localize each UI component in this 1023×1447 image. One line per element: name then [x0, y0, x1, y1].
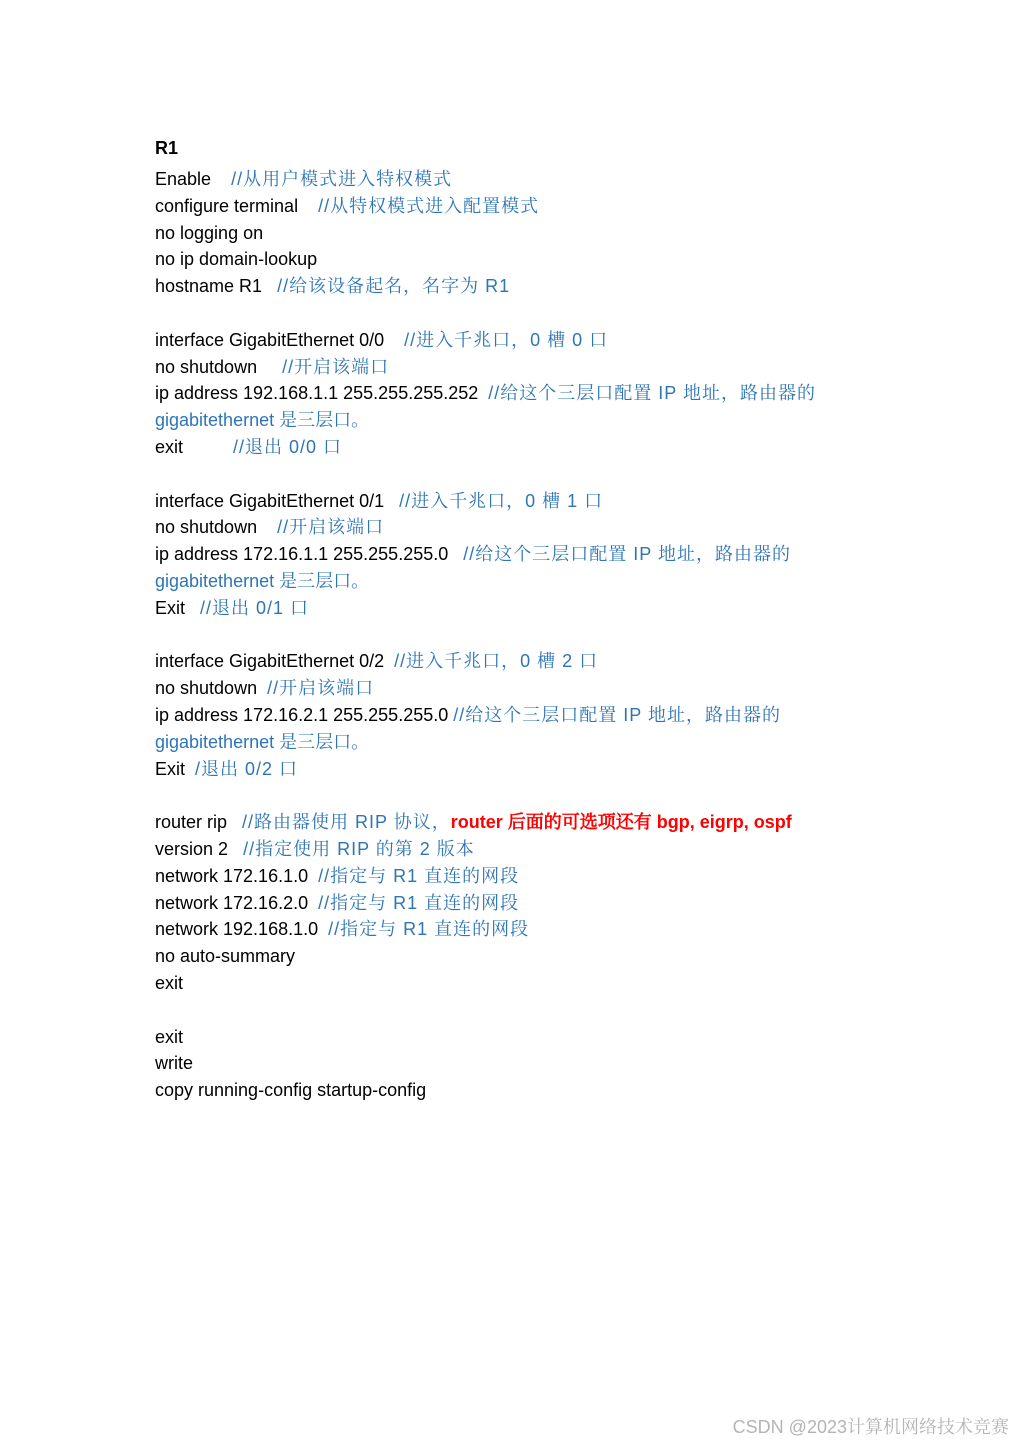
- spacing: [298, 196, 318, 216]
- comment-text: //退出 0/1 口: [200, 597, 310, 618]
- comment-text: //给这个三层口配置 IP 地址，路由器的: [453, 704, 781, 725]
- command-text: ip address 172.16.2.1 255.255.255.0: [155, 704, 449, 725]
- config-line: [155, 514, 875, 541]
- config-line: [155, 595, 875, 622]
- spacing: [227, 812, 242, 832]
- comment-text: //给该设备起名，名字为 R1: [277, 276, 511, 297]
- config-line: [155, 541, 875, 568]
- config-lines: [155, 166, 875, 1104]
- command-text: ip address 192.168.1.1 255.255.255.252: [155, 383, 479, 404]
- command-text: configure terminal: [155, 195, 299, 216]
- spacing: [183, 437, 233, 457]
- command-text: no shutdown: [155, 517, 258, 538]
- command-text: hostname R1: [155, 276, 263, 297]
- config-line: [155, 1024, 875, 1051]
- comment-text: //指定与 R1 直连的网段: [318, 865, 520, 886]
- blank-line: [155, 461, 875, 488]
- config-line: [155, 407, 875, 434]
- config-line: [155, 702, 875, 729]
- command-text: no shutdown: [155, 678, 258, 699]
- command-text: write: [155, 1053, 194, 1074]
- spacing: [318, 919, 328, 939]
- comment-text: //开启该端口: [277, 517, 385, 538]
- blank-line: [155, 622, 875, 649]
- comment-text: gigabitethernet 是三层口。: [155, 731, 370, 752]
- spacing: [308, 893, 318, 913]
- comment-text: //路由器使用 RIP 协议，: [242, 812, 451, 833]
- config-line: [155, 890, 875, 917]
- command-text: no auto-summary: [155, 946, 296, 967]
- config-line: [155, 166, 875, 193]
- command-text: Exit: [155, 758, 186, 779]
- config-line: [155, 836, 875, 863]
- comment-text: //给这个三层口配置 IP 地址，路由器的: [488, 383, 816, 404]
- comment-text: //开启该端口: [282, 356, 390, 377]
- command-text: no logging on: [155, 222, 264, 243]
- spacing: [384, 651, 394, 671]
- command-text: exit: [155, 972, 184, 993]
- command-text: interface GigabitEthernet 0/2: [155, 651, 385, 672]
- watermark: CSDN @2023计算机网络技术竞赛: [732, 1417, 1009, 1437]
- config-line: [155, 246, 875, 273]
- command-text: network 192.168.1.0: [155, 919, 319, 940]
- command-text: version 2: [155, 838, 229, 859]
- spacing: [308, 866, 318, 886]
- config-line: [155, 648, 875, 675]
- document-body: [155, 134, 875, 1104]
- spacing: [384, 491, 399, 511]
- config-line: [155, 943, 875, 970]
- blank-line: [155, 997, 875, 1024]
- comment-text: //指定与 R1 直连的网段: [328, 919, 530, 940]
- comment-text: //进入千兆口，0 槽 2 口: [394, 651, 599, 672]
- config-line: [155, 1077, 875, 1104]
- command-text: copy running-config startup-config: [155, 1080, 427, 1101]
- config-line: [155, 488, 875, 515]
- config-line: [155, 273, 875, 300]
- config-line: [155, 729, 875, 756]
- spacing: [257, 517, 277, 537]
- spacing: [448, 544, 463, 564]
- comment-text: //退出 0/0 口: [233, 436, 343, 457]
- spacing: [478, 383, 488, 403]
- command-text: Enable: [155, 169, 212, 189]
- config-line: [155, 756, 875, 783]
- spacing: [257, 678, 267, 698]
- comment-text: gigabitethernet 是三层口。: [155, 570, 370, 591]
- comment-text: gigabitethernet 是三层口。: [155, 410, 370, 431]
- command-text: interface GigabitEthernet 0/0: [155, 329, 385, 350]
- blank-line: [155, 300, 875, 327]
- config-line: [155, 327, 875, 354]
- command-text: network 172.16.2.0: [155, 892, 309, 913]
- command-text: no ip domain-lookup: [155, 249, 318, 270]
- comment-text: //进入千兆口，0 槽 1 口: [399, 490, 604, 511]
- spacing: [185, 759, 195, 779]
- config-line: [155, 675, 875, 702]
- comment-text: //从特权模式进入配置模式: [318, 195, 540, 216]
- comment-text: //开启该端口: [267, 678, 375, 699]
- command-text: exit: [155, 436, 184, 457]
- spacing: [228, 839, 243, 859]
- config-line: [155, 193, 875, 220]
- config-line: [155, 380, 875, 407]
- config-line: [155, 434, 875, 461]
- blank-line: [155, 782, 875, 809]
- comment-text: //从用户模式进入特权模式: [231, 169, 453, 189]
- config-line: [155, 809, 875, 836]
- spacing: [262, 276, 277, 296]
- config-line: [155, 970, 875, 997]
- config-line: [155, 220, 875, 247]
- command-text: network 172.16.1.0: [155, 865, 309, 886]
- config-line: [155, 916, 875, 943]
- config-line: [155, 1050, 875, 1077]
- config-line: [155, 354, 875, 381]
- command-text: no shutdown: [155, 356, 258, 377]
- config-line: [155, 568, 875, 595]
- comment-text: //给这个三层口配置 IP 地址，路由器的: [463, 544, 791, 565]
- comment-text: //进入千兆口，0 槽 0 口: [404, 329, 609, 350]
- command-text: ip address 172.16.1.1 255.255.255.0: [155, 544, 449, 565]
- command-text: router rip: [155, 812, 228, 833]
- spacing: [185, 598, 200, 618]
- command-text: exit: [155, 1026, 184, 1047]
- document-title: R1: [155, 138, 179, 158]
- comment-text: /退出 0/2 口: [195, 758, 299, 779]
- spacing: [384, 330, 404, 350]
- comment-text: //指定使用 RIP 的第 2 版本: [243, 838, 475, 859]
- command-text: Exit: [155, 597, 186, 618]
- spacing: [211, 169, 231, 189]
- spacing: [257, 357, 282, 377]
- highlight-text: router 后面的可选项还有 bgp, eigrp, ospf: [450, 812, 792, 833]
- config-line: [155, 863, 875, 890]
- command-text: interface GigabitEthernet 0/1: [155, 490, 385, 511]
- comment-text: //指定与 R1 直连的网段: [318, 892, 520, 913]
